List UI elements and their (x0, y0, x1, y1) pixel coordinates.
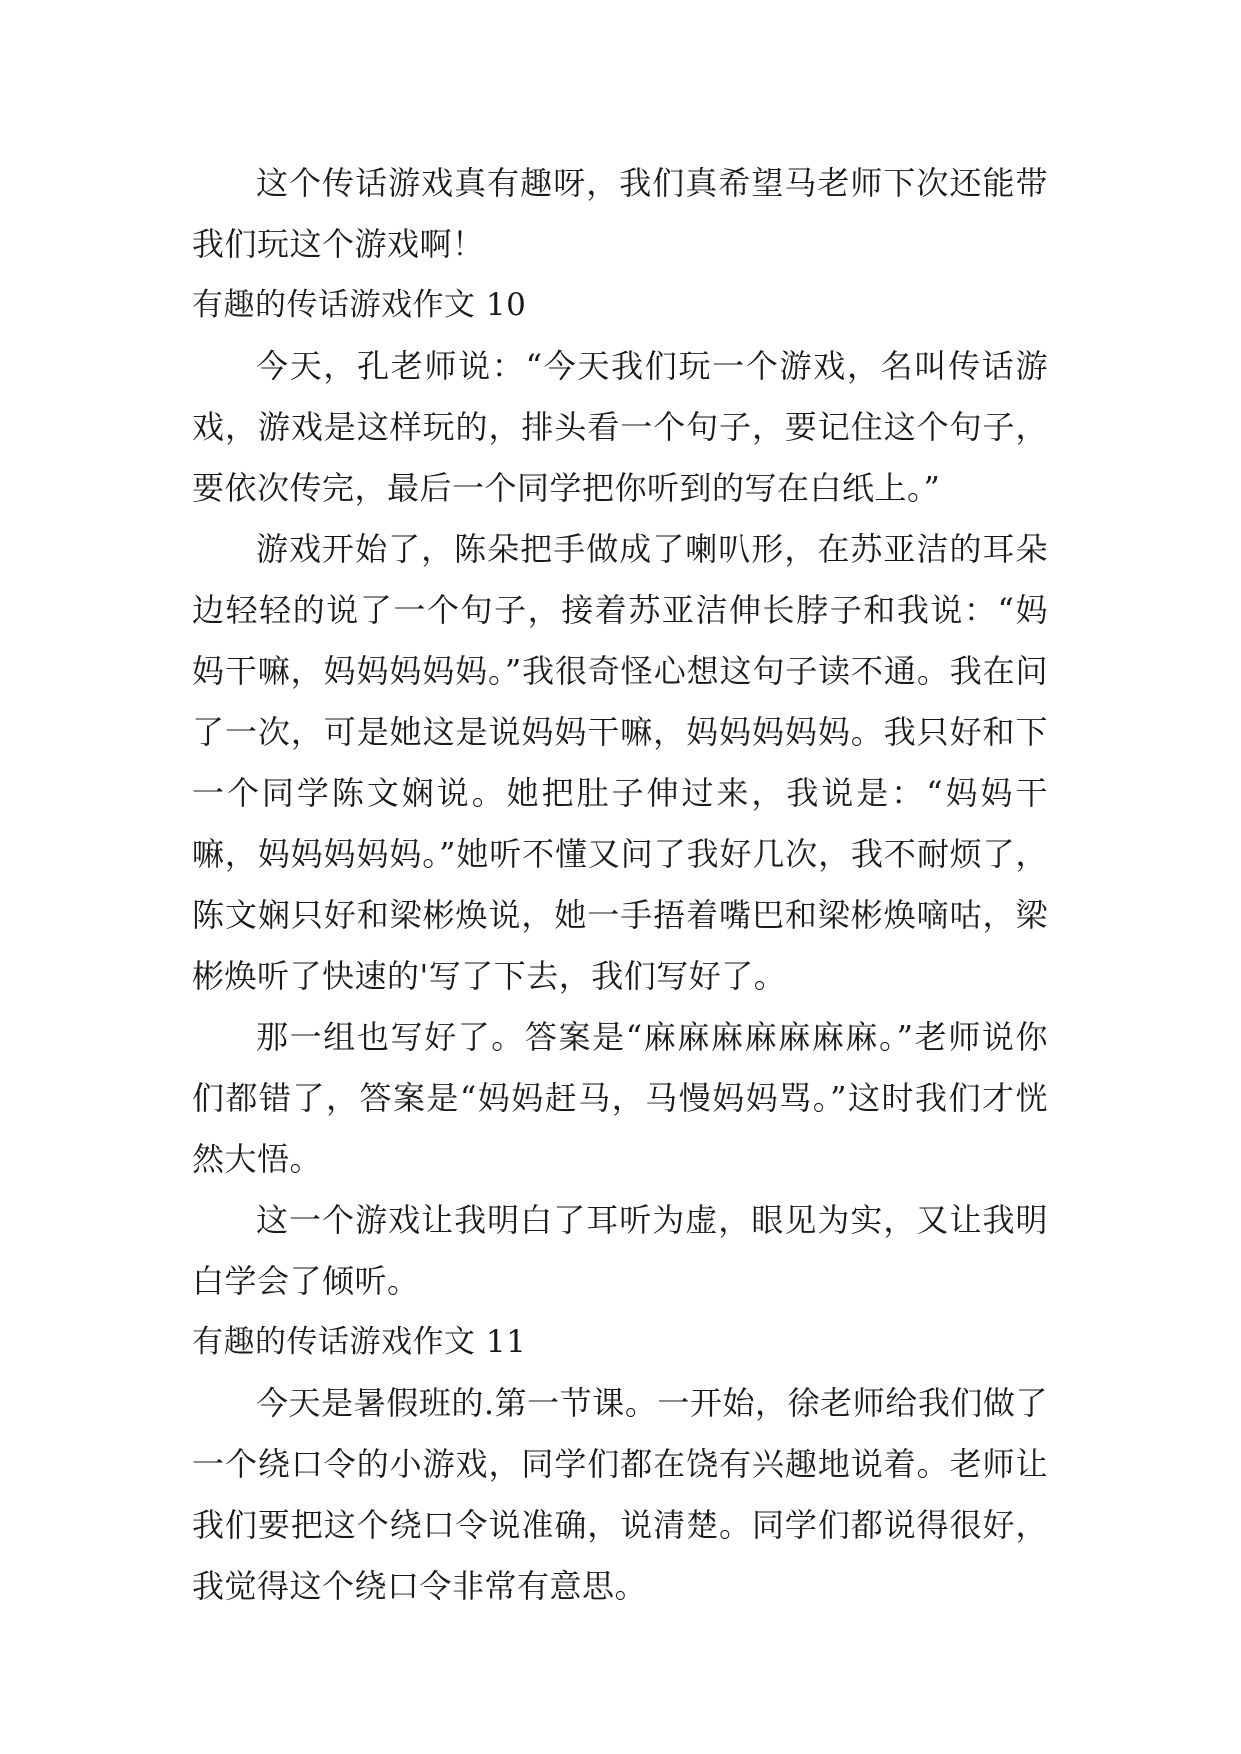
section-heading: 有趣的传话游戏作文 10 (192, 287, 527, 323)
paragraph: 这个传话游戏真有趣呀，我们真希望马老师下次还能带我们玩这个游戏啊！ (192, 164, 1048, 263)
paragraph: 今天是暑假班的.第一节课。一开始，徐老师给我们做了一个绕口令的小游戏，同学们都在饶有兴趣地说着。老师让我们要把这个绕口令说准确，说清楚。同学们都说得很好，我觉得这个绕口令非常有意思。 (192, 1384, 1048, 1605)
paragraph: 今天，孔老师说：“今天我们玩一个游戏，名叫传话游戏，游戏是这样玩的，排头看一个句子，要记住这个句子，要依次传完，最后一个同学把你听到的写在白纸上。” (192, 347, 1048, 507)
paragraph: 这一个游戏让我明白了耳听为虚，眼见为实，又让我明白学会了倾听。 (192, 1201, 1048, 1300)
document-body (192, 153, 1048, 1617)
section-heading: 有趣的传话游戏作文 11 (192, 1324, 527, 1360)
paragraph: 那一组也写好了。答案是“麻麻麻麻麻麻麻。”老师说你们都错了，答案是“妈妈赶马，马慢妈妈骂。”这时我们才恍然大悟。 (192, 1018, 1048, 1178)
paragraph: 游戏开始了，陈朵把手做成了喇叭形，在苏亚洁的耳朵边轻轻的说了一个句子，接着苏亚洁伸长脖子和我说：“妈妈干嘛，妈妈妈妈妈。”我很奇怪心想这句子读不通。我在问了一次，可是她这是说妈妈干嘛，妈妈妈妈妈。我只好和下一个同学陈文娴说。她把肚子伸过来，我说是：“妈妈干嘛，妈妈妈妈妈。”她听不懂又问了我好几次，我不耐烦了，陈文娴只好和梁彬焕说，她一手捂着嘴巴和梁彬焕嘀咕，梁彬焕听了快速的'写了下去，我们写好了。 (192, 530, 1048, 995)
